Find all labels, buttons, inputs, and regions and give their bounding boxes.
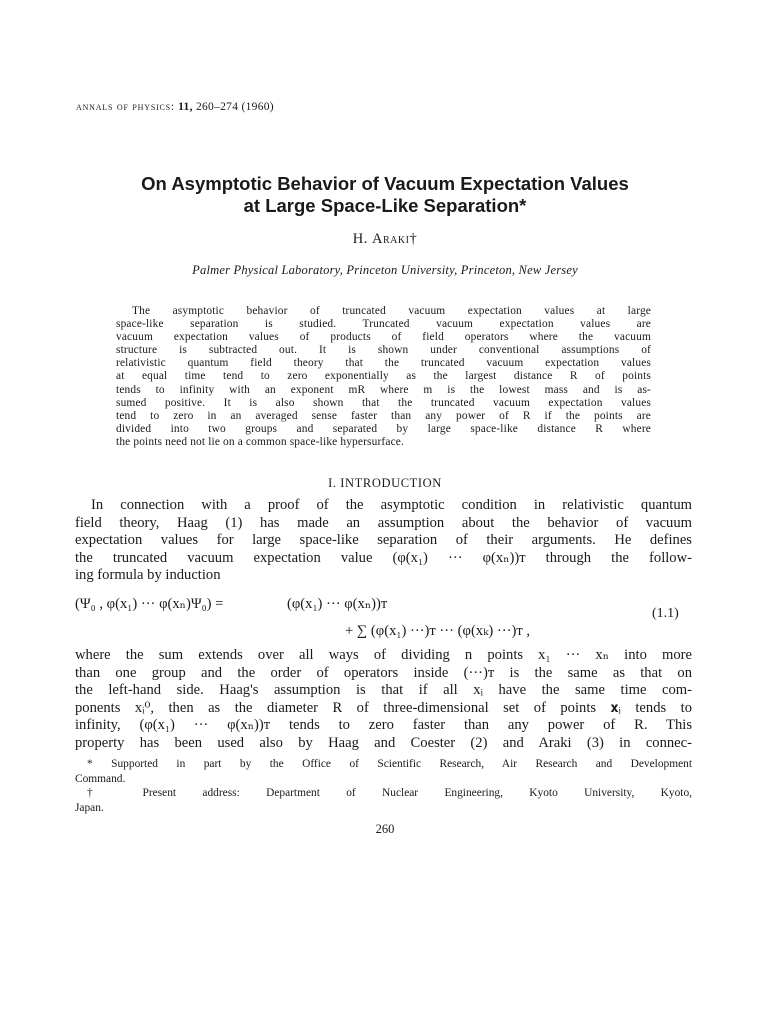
body-line: the left-hand side. Haag's assumption is that if all xᵢ have the same time com-: [75, 682, 692, 699]
abstract-line: sumed positive. It is also shown that the truncated vacuum expectation values: [116, 396, 651, 409]
equation-number: (1.1): [652, 606, 679, 621]
body-line: than one group and the order of operators inside (···)ᴛ is the same as that on: [75, 664, 692, 681]
body-line: In connection with a proof of the asymptotic condition in relativistic quantum: [91, 497, 692, 513]
body-line: where the sum extends over all ways of dividing n points x₁ ··· xₙ into more: [75, 647, 692, 663]
equation-lhs: (Ψ₀ , φ(x₁) ··· φ(xₙ)Ψ₀) =: [75, 596, 224, 612]
abstract-line: tend to zero in an averaged sense faster than any power of R if the points are: [116, 409, 651, 422]
author: [40, 231, 730, 248]
body-line: the truncated vacuum expectation value (φ(x₁) ··· φ(xₙ))ᴛ through the follow-: [75, 549, 692, 566]
body-paragraph-2: [75, 647, 692, 753]
body-line: property has been used also by Haag and Coester (2) and Araki (3) in connec-: [75, 734, 692, 751]
abstract: [116, 305, 651, 449]
paper-title-line-1: On Asymptotic Behavior of Vacuum Expectation Values: [141, 173, 629, 194]
abstract-line: the points need not lie on a common space-like hypersurface.: [116, 435, 404, 448]
abstract-line: structure is subtracted out. It is shown under conventional assumptions of: [116, 344, 651, 357]
body-line: field theory, Haag (1) has made an assumption about the behavior of vacuum: [75, 514, 692, 531]
author-initial: H.: [352, 231, 373, 247]
journal-citation: [76, 101, 274, 113]
body-line: ing formula by induction: [75, 567, 221, 584]
footnote-line: Command.: [75, 772, 126, 785]
abstract-line: vacuum expectation values of products of field operators where the vacuum: [116, 331, 651, 344]
footnote-line: * Supported in part by the Office of Scientific Research, Air Research and Development: [87, 758, 692, 770]
body-line: infinity, (φ(x₁) ··· φ(xₙ))ᴛ tends to zero faster than any power of R. This: [75, 717, 692, 734]
journal-volume: 11,: [178, 101, 193, 113]
author-surname: Araki†: [372, 231, 418, 247]
equation-rhs-line-2: + ∑ (φ(x₁) ···)ᴛ ··· (φ(xₖ) ···)ᴛ ,: [345, 623, 531, 639]
abstract-line: tends to infinity with an exponent mR where m is the lowest mass and is as-: [116, 383, 651, 396]
body-line: ponents xᵢ⁰, then as the diameter R of three-dimensional set of points 𝐱ᵢ tends to: [75, 699, 692, 716]
abstract-line: relativistic quantum field theory that the truncated vacuum expectation values: [116, 357, 651, 370]
equation-rhs-line-1: (φ(x₁) ··· φ(xₙ))ᴛ: [287, 596, 388, 612]
body-paragraph-1: [75, 497, 692, 585]
section-heading-introduction: I. INTRODUCTION: [328, 476, 442, 490]
journal-pages-year: 260–274 (1960): [195, 101, 274, 113]
footnote-address: [75, 786, 692, 815]
footnote-line: † Present address: Department of Nuclear Engineering, Kyoto University, Kyoto,: [87, 787, 692, 799]
paper-title-line-2: at Large Space-Like Separation*: [243, 195, 527, 216]
journal-name: annals of physics:: [76, 101, 175, 113]
affiliation: Palmer Physical Laboratory, Princeton University, Princeton, New Jersey: [192, 263, 578, 277]
body-line: expectation values for large space-like separation of their arguments. He defines: [75, 532, 692, 549]
page-number: 260: [375, 822, 395, 836]
abstract-line: at equal time tend to zero exponentially as the largest distance R of points: [116, 370, 651, 383]
abstract-line: divided into two groups and separated by large space-like distance R where: [116, 422, 651, 435]
footnote-support: [75, 757, 692, 786]
abstract-line: space-like separation is studied. Truncated vacuum expectation values are: [116, 318, 651, 331]
footnote-line: Japan.: [75, 801, 104, 814]
abstract-line: The asymptotic behavior of truncated vacuum expectation values at large: [132, 305, 651, 317]
